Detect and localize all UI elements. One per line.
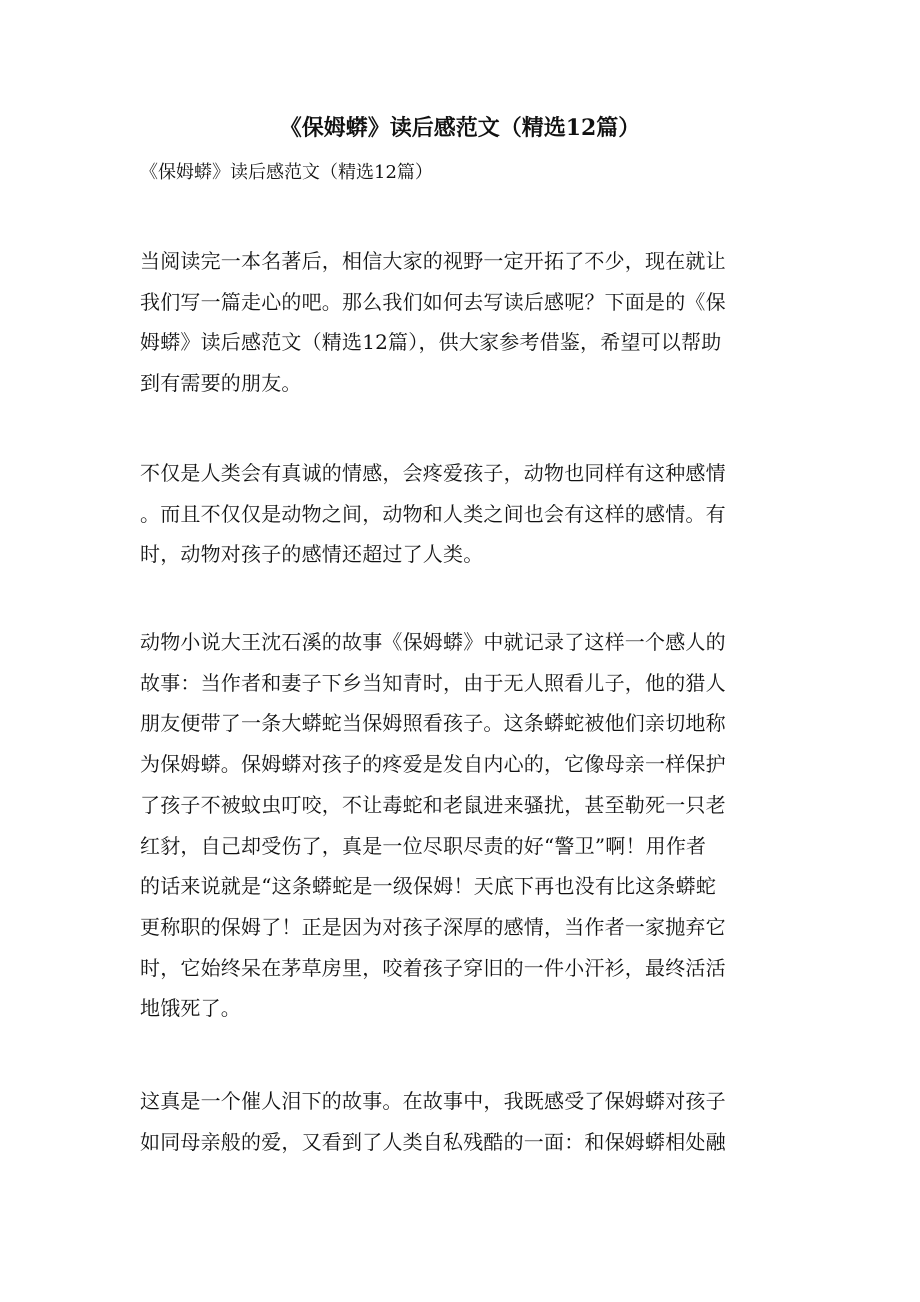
paragraph-emotion: 不仅是人类会有真诚的情感，会疼爱孩子，动物也同样有这种感情 。而且不仅仅是动物之间，动物和人类之间也会有这样的感情。有 时，动物对孩子的感情还超过了人类。 xyxy=(140,461,726,567)
paragraph-story: 动物小说大王沈石溪的故事《保姆蟒》中就记录了这样一个感人的 故事：当作者和妻子下乡当知青时，由于无人照看儿子，他的猎人 朋友便带了一条大蟒蛇当保姆照看孩子。这条蟒蛇被他们亲切地称 为保姆蟒。保姆蟒对孩子的疼爱是发自内心的，它像母亲一样保护 了孩子不被蚊虫叮咬，不让毒蛇和老鼠进来骚扰，甚至勒死一只老 红豺，自己却受伤了，真是一位尽职尽责的好“警卫”啊！用作者 的话来说就是“这条蟒蛇是一级保姆！天底下再也没有比这条蟒蛇 更称职的保姆了！正是因为对孩子深厚的感情，当作者一家抛弃它 时，它始终呆在茅草房里，咬着孩子穿旧的一件小汗衫，最终活活 地饿死了。 xyxy=(140,630,726,1021)
document-subtitle: 《保姆蟒》读后感范文（精选12篇） xyxy=(140,162,433,183)
paragraph-intro: 当阅读完一本名著后，相信大家的视野一定开拓了不少，现在就让 我们写一篇走心的吧。那么我们如何去写读后感呢？下面是的《保 姆蟒》读后感范文（精选12篇），供大家参考借鉴，希望可以帮助 到有需要的朋友。 xyxy=(140,249,726,396)
paragraph-reflection: 这真是一个催人泪下的故事。在故事中，我既感受了保姆蟒对孩子 如同母亲般的爱，又看到了人类自私残酷的一面：和保姆蟒相处融 xyxy=(140,1089,726,1154)
document-title: 《保姆蟒》读后感范文（精选12篇） xyxy=(279,115,641,141)
